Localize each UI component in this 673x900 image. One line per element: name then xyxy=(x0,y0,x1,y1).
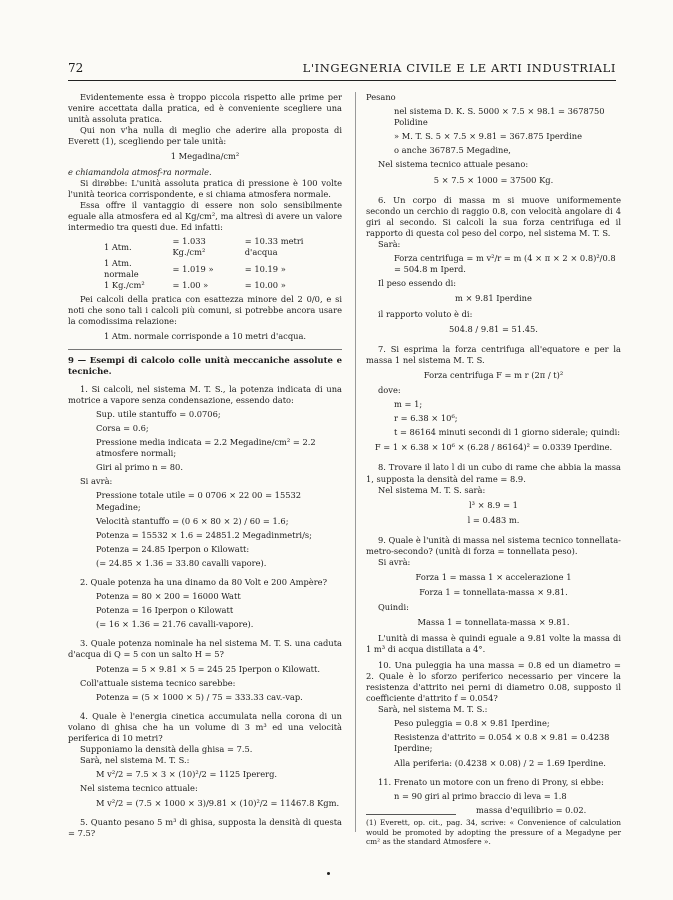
paragraph: Pesano xyxy=(366,92,396,102)
section-rule xyxy=(68,349,342,350)
section-title: 9 — Esempi di calcolo colle unità meccaniche assolute e tecniche. xyxy=(68,355,342,377)
equation: (= 16 × 1.36 = 21.76 cavalli-vapore). xyxy=(96,619,254,630)
table-cell: = 10.19 » xyxy=(244,263,286,274)
table-cell: 1 Atm. xyxy=(104,241,132,252)
running-title: L'INGEGNERIA CIVILE E LE ARTI INDUSTRIALI xyxy=(302,61,616,75)
table-cell: 1 Kg./cm² xyxy=(104,280,145,291)
equation: Pressione totale utile = 0 0706 × 22 00 = 15532 Megadine; xyxy=(96,490,302,512)
paragraph: Si avrà: xyxy=(80,476,113,487)
equation: Forza centrifuga F = m r (2π / t)² xyxy=(423,369,564,380)
paragraph: Pei calcoli della pratica con esattezza minore del 2 0/0, e si noti che sono tali i calcoli più comuni, si potrebbe ancora usare la comodissima relazione: xyxy=(68,294,342,327)
equation: Potenza = 15532 × 1.6 = 24851.2 Megadinmetri/s; xyxy=(96,529,312,540)
paragraph: Sarà, nel sistema M. T. S.: xyxy=(80,755,190,766)
equation: Massa 1 = tonnellata-massa × 9.81. xyxy=(417,617,570,628)
equation: Sup. utile stantuffo = 0.0706; xyxy=(96,408,221,419)
equation: Potenza = 24.85 Iperpon o Kilowatt: xyxy=(96,543,250,554)
equation: Peso puleggia = 0.8 × 9.81 Iperdine; xyxy=(394,718,550,729)
equation: Potenza = 80 × 200 = 16000 Watt xyxy=(96,591,241,602)
footnote: (1) Everett, op. cit., pag. 34, scrive: « Convenience of calculation would be promoted by adopting the pressure of a Megadyne per cm² as the standard Atmosfere ». xyxy=(366,818,621,846)
equation: Forza centrifuga = m v²/r = m (4 × π × 2 × 0.8)²/0.8 = 504.8 m Iperd. xyxy=(394,253,616,275)
table-row xyxy=(104,258,342,280)
equation: Corsa = 0.6; xyxy=(96,422,149,433)
equation: t = 86164 minuti secondi di 1 giorno siderale; quindi: xyxy=(394,427,621,438)
paragraph: Nel sistema tecnico attuale pesano: xyxy=(378,159,529,170)
units-table xyxy=(104,236,342,291)
example-9: 9. Quale è l'unità di massa nel sistema tecnico tonnellata-metro-secondo? (unità di forza = tonnellata peso). xyxy=(366,534,621,556)
table-cell: 1 Atm. normale xyxy=(104,258,139,280)
equation: Velocità stantuffo = (0 6 × 80 × 2) / 60 = 1.6; xyxy=(96,515,289,526)
paragraph: e chiamandola atmosf-ra normale. xyxy=(68,166,212,177)
equation: M v²/2 = 7.5 × 3 × (10)²/2 = 1125 Ipererg. xyxy=(96,769,278,780)
equation: Potenza = 16 Iperpon o Kilowatt xyxy=(96,605,234,616)
paragraph: Supponiamo la densità della ghisa = 7.5. xyxy=(80,744,253,755)
paragraph: Essa offre il vantaggio di essere non solo sensibilmente eguale alla atmosfera ed al Kg/cm², ma altresì di avere un valore intermedio tra questi due. Ed infatti: xyxy=(68,199,342,233)
equation: nel sistema D. K. S. 5000 × 7.5 × 98.1 = 3678750 Polidine xyxy=(394,106,605,128)
example-1: 1. Si calcoli, nel sistema M. T. S., la potenza indicata di una motrice a vapore senza condensazione, essendo dato: xyxy=(68,383,342,405)
paragraph: Si avrà: xyxy=(378,557,411,568)
table-row xyxy=(104,236,342,258)
equation: M v²/2 = (7.5 × 1000 × 3)/9.81 × (10)²/2 = 11467.8 Kgm. xyxy=(96,797,340,808)
equation: Alla periferia: (0.4238 × 0.08) / 2 = 1.69 Iperdine. xyxy=(394,757,606,768)
paragraph: Sarà: xyxy=(378,239,401,250)
example-10: 10. Una puleggia ha una massa = 0.8 ed un diametro = 2. Quale è lo sforzo periferico necessario per vincere la resistenza d'attrito nei perni di diametro 0.08, supposto il coefficiente d'attrito f = 0.054? xyxy=(366,659,621,704)
equation: 1 Atm. normale corrisponde a 10 metri d'acqua. xyxy=(103,331,307,342)
paragraph: Il peso essendo di: xyxy=(378,278,457,289)
footnote-rule xyxy=(366,814,456,815)
right-column xyxy=(366,92,621,819)
paragraph: L'unità di massa è quindi eguale a 9.81 volte la massa di 1 m³ di acqua distillata a 4°. xyxy=(366,632,621,654)
equation: 1 Megadina/cm² xyxy=(170,151,240,162)
example-3: 3. Quale potenza nominale ha nel sistema M. T. S. una caduta d'acqua di Q = 5 con un salto H = 5? xyxy=(68,638,342,660)
equation: m × 9.81 Iperdine xyxy=(455,293,532,304)
equation: n = 90 giri al primo braccio di leva = 1.8 xyxy=(394,790,567,801)
table-cell: = 1.019 » xyxy=(172,263,214,274)
equation: Giri al primo n = 80. xyxy=(96,462,183,473)
equation: Pressione media indicata = 2.2 Megadine/cm² = 2.2 atmosfere normali; xyxy=(96,437,316,459)
equation: r = 6.38 × 10⁶; xyxy=(394,413,458,424)
left-column xyxy=(68,92,342,839)
page-number: 72 xyxy=(68,61,84,75)
equation: massa d'equilibrio = 0.02. xyxy=(476,804,587,815)
table-row xyxy=(104,280,342,291)
equation: » M. T. S. 5 × 7.5 × 9.81 = 367.875 Iperdine xyxy=(394,131,582,142)
example-11: 11. Frenato un motore con un freno di Prony, si ebbe: xyxy=(378,776,604,787)
example-4: 4. Quale è l'energia cinetica accumulata nella corona di un volano di ghisa che ha un volume di 3 m³ ed una velocità periferica di 10 metri? xyxy=(68,710,342,744)
column-divider xyxy=(355,92,356,832)
equation: m = 1; xyxy=(394,399,423,410)
paragraph: Qui non v'ha nulla di meglio che aderire alla proposta di Everett (1), scegliendo per tale unità: xyxy=(68,125,342,147)
page-header xyxy=(68,60,616,81)
equation: Potenza = 5 × 9.81 × 5 = 245 25 Iperpon o Kilowatt. xyxy=(96,663,320,674)
paragraph: Sarà, nel sistema M. T. S.: xyxy=(378,704,488,715)
equation: 504.8 / 9.81 = 51.45. xyxy=(449,323,538,334)
table-cell: = 10.33 metri d'acqua xyxy=(244,236,304,258)
equation: l = 0.483 m. xyxy=(467,514,520,525)
example-6: 6. Un corpo di massa m si muove uniformemente secondo un cerchio di raggio 0.8, con velocità angolare di 4 giri al secondo. Si calcoli la sua forza centrifuga ed il rapporto di questa col peso del corpo, nel sistema M. T. S. xyxy=(366,194,621,238)
equation: 5 × 7.5 × 1000 = 37500 Kg. xyxy=(433,174,554,185)
table-cell: = 10.00 » xyxy=(244,280,286,291)
paragraph: Quindi: xyxy=(378,602,409,613)
equation: F = 1 × 6.38 × 10⁶ × (6.28 / 86164)² = 0.0339 Iperdine. xyxy=(374,442,613,453)
example-2: 2. Quale potenza ha una dinamo da 80 Volt e 200 Ampère? xyxy=(80,577,328,587)
table-cell: = 1.00 » xyxy=(172,280,209,291)
equation: Forza 1 = tonnellata-massa × 9.81. xyxy=(419,587,568,598)
equation: l³ × 8.9 = 1 xyxy=(469,499,518,510)
equation: Resistenza d'attrito = 0.054 × 0.8 × 9.81 = 0.4238 Iperdine; xyxy=(394,732,610,754)
equation: (= 24.85 × 1.36 = 33.80 cavalli vapore). xyxy=(96,557,267,568)
paragraph: Coll'attuale sistema tecnico sarebbe: xyxy=(80,677,236,688)
paragraph: il rapporto voluto è di: xyxy=(378,308,473,319)
paragraph: Evidentemente essa è troppo piccola rispetto alle prime per venire accettata dalla pratica, ed è conveniente scegliere una unità assoluta pratica. xyxy=(68,92,342,125)
paragraph: Nel sistema tecnico attuale: xyxy=(80,783,198,794)
example-7: 7. Si esprima la forza centrifuga all'equatore e per la massa 1 nel sistema M. T. S. xyxy=(366,343,621,365)
equation: Forza 1 = massa 1 × accelerazione 1 xyxy=(415,572,572,583)
equation: o anche 36787.5 Megadine, xyxy=(394,145,511,156)
example-5: 5. Quanto pesano 5 m³ di ghisa, supposta la densità di questa = 7.5? xyxy=(68,816,342,838)
equation: Potenza = (5 × 1000 × 5) / 75 = 333.33 cav.-vap. xyxy=(96,691,303,702)
paragraph: Nel sistema M. T. S. sarà: xyxy=(378,484,486,495)
table-cell: = 1.033 Kg./cm² xyxy=(172,236,206,258)
page-mark xyxy=(327,872,330,875)
paragraph: Si dirøbbe: L'unità assoluta pratica di pressione è 100 volte l'unità teorica corrispondente, e si chiama atmosfera normale. xyxy=(68,177,342,199)
example-8: 8. Trovare il lato l di un cubo di rame che abbia la massa 1, supposta la densità del rame = 8.9. xyxy=(366,462,621,484)
paragraph: dove: xyxy=(378,384,401,395)
